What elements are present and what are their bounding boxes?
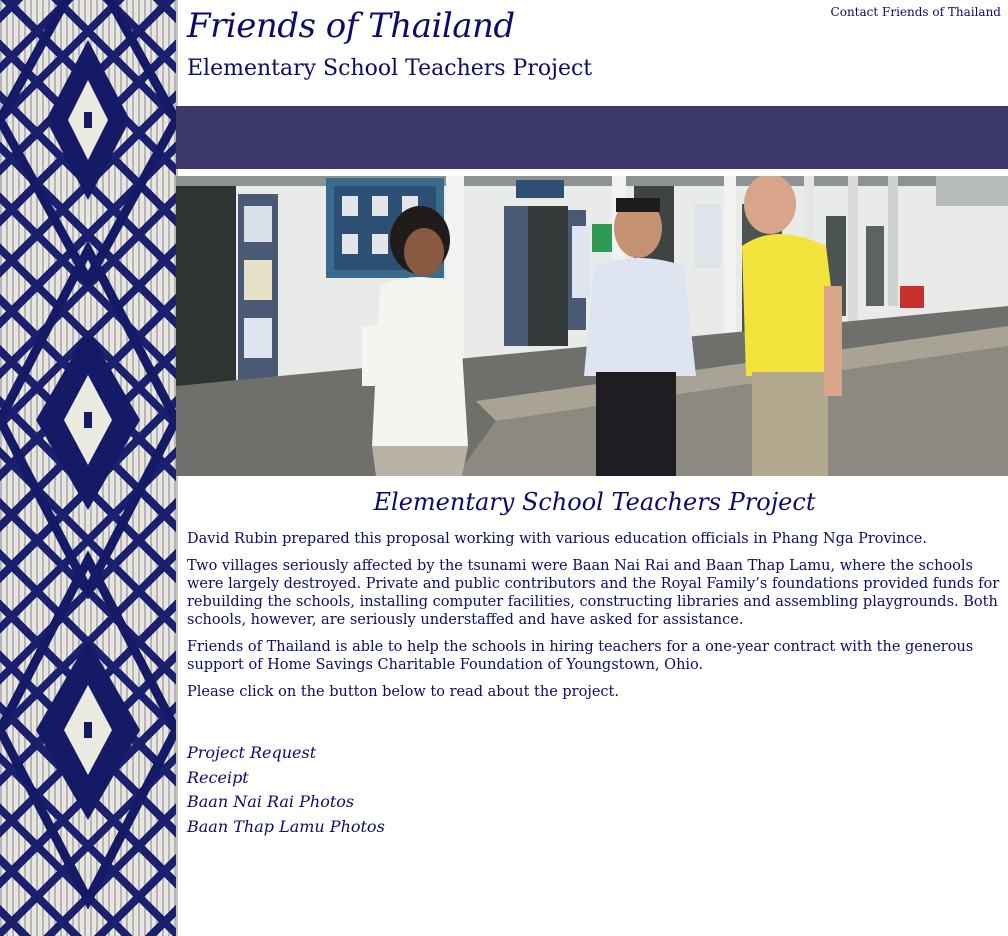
baan-thap-lamu-photos-link[interactable]: Baan Thap Lamu Photos: [187, 816, 385, 836]
article: [187, 488, 1002, 710]
article-paragraph: Friends of Thailand is able to help the schools in hiring teachers for a one-year contract with the generous support of Home Savings Charitable Foundation of Youngstown, Ohio.: [187, 639, 974, 673]
project-links: [187, 741, 385, 839]
article-paragraph: Two villages seriously affected by the tsunami were Baan Nai Rai and Baan Thap Lamu, where the schools were largely destroyed. Private and public contributors and the Royal Family’s foundations provided funds for rebuilding the schools, installing computer facilities, constructing libraries and assembling playgrounds. Both schools, however, are seriously understaffed and have asked for assistance.: [187, 558, 1000, 628]
header-band: [176, 106, 1008, 169]
article-heading: Elementary School Teachers Project: [373, 488, 816, 516]
textile-diamond-pattern: [0, 0, 176, 936]
project-request-link[interactable]: Project Request: [187, 743, 317, 762]
school-photo-illustration: [176, 176, 1008, 476]
site-subtitle: Elementary School Teachers Project: [187, 56, 593, 81]
article-paragraph: David Rubin prepared this proposal working with various education officials in Phang Nga Province.: [187, 531, 927, 547]
woven-textile-border: [0, 0, 178, 936]
baan-nai-rai-photos-link[interactable]: Baan Nai Rai Photos: [187, 792, 355, 812]
site-title: Friends of Thailand: [187, 6, 515, 46]
receipt-link[interactable]: Receipt: [187, 767, 249, 787]
school-photo: [176, 176, 1008, 476]
main-content: [176, 0, 1008, 936]
article-paragraph: Please click on the button below to read about the project.: [187, 684, 619, 700]
contact-link[interactable]: Contact Friends of Thailand: [830, 5, 1001, 19]
